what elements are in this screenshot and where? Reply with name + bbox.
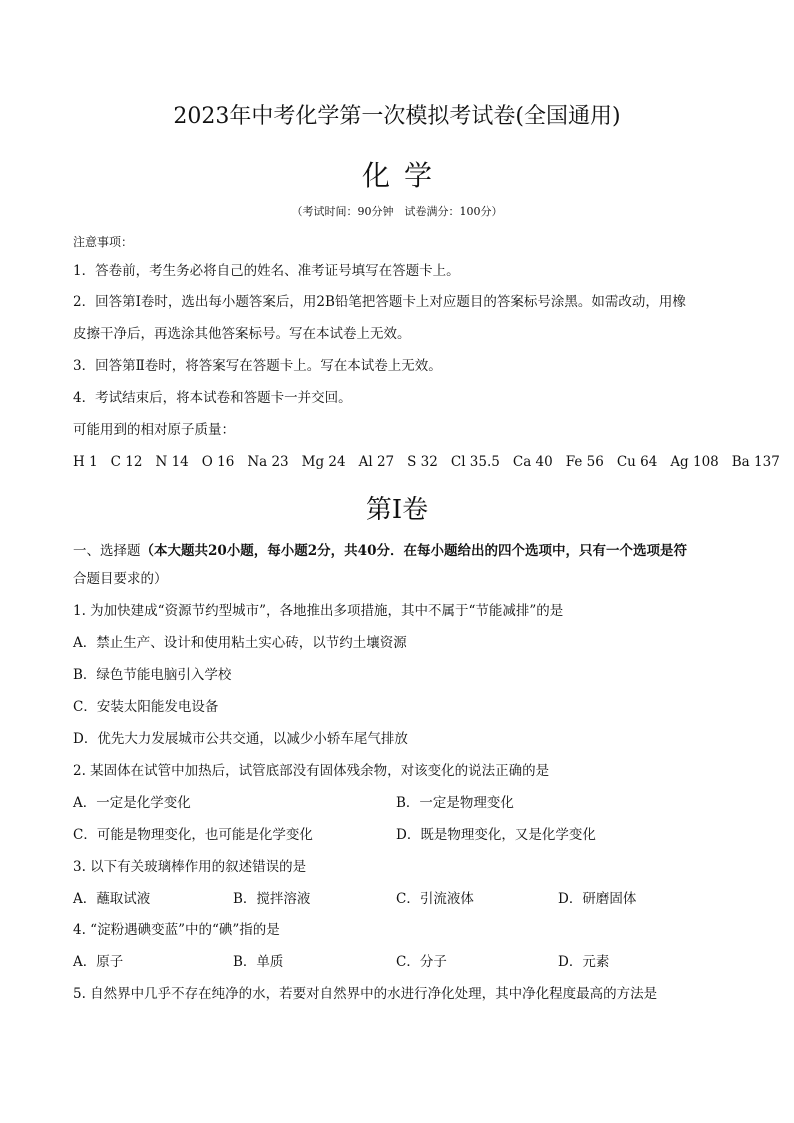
- note-item-3: 3．回答第Ⅱ卷时，将答案写在答题卡上。写在本试卷上无效。: [73, 358, 442, 374]
- atomic-mass-item: C 12: [110, 454, 143, 470]
- question-4-option-b: B．单质: [233, 954, 284, 970]
- note-item-2: 2．回答第Ⅰ卷时，选出每小题答案后，用2B铅笔把答题卡上对应题目的答案标号涂黑。如需改动，用橡: [73, 294, 686, 310]
- question-1-option-a: A．禁止生产、设计和使用粘土实心砖，以节约土壤资源: [73, 635, 407, 651]
- question-3-option-d: D．研磨固体: [558, 891, 637, 907]
- question-3-stem: 3. 以下有关玻璃棒作用的叙述错误的是: [73, 859, 307, 875]
- exam-title: 2023年中考化学第一次模拟考试卷(全国通用): [173, 104, 621, 129]
- section-title: 第Ⅰ卷: [365, 495, 429, 525]
- note-item-1: 1．答卷前，考生务必将自己的姓名、准考证号填写在答题卡上。: [73, 263, 460, 279]
- atomic-mass-list: [73, 453, 793, 471]
- atomic-mass-item: Mg 24: [301, 454, 346, 470]
- part-instructions-lead: 一、选择题: [73, 543, 141, 559]
- part-instructions-emphasis: （本大题共20小题，每小题2分，共40分．在每小题给出的四个选项中，只有一个选项是符: [140, 543, 687, 559]
- question-3-option-c: C．引流液体: [396, 891, 474, 907]
- question-4-option-d: D．元素: [558, 954, 610, 970]
- question-2-option-b: B．一定是物理变化: [396, 795, 514, 811]
- atomic-mass-item: Na 23: [247, 454, 289, 470]
- atomic-mass-item: Cu 64: [616, 454, 658, 470]
- atomic-mass-item: Cl 35.5: [450, 454, 500, 470]
- question-4-stem: 4. “淀粉遇碘变蓝”中的“碘”指的是: [73, 922, 280, 938]
- question-3-option-a: A．蘸取试液: [73, 891, 151, 907]
- question-2-option-c: C．可能是物理变化，也可能是化学变化: [73, 827, 313, 843]
- atomic-mass-item: S 32: [407, 454, 438, 470]
- atomic-mass-item: Ba 137: [731, 454, 780, 470]
- question-1-option-b: B．绿色节能电脑引入学校: [73, 667, 232, 683]
- question-5-stem: 5. 自然界中几乎不存在纯净的水，若要对自然界中的水进行净化处理，其中净化程度最高的方法是: [73, 986, 658, 1002]
- atomic-mass-heading: 可能用到的相对原子质量：: [73, 422, 235, 438]
- part-instructions: [73, 542, 687, 560]
- question-2-option-d: D．既是物理变化，又是化学变化: [396, 827, 596, 843]
- question-1-option-c: C．安装太阳能发电设备: [73, 699, 219, 715]
- question-2-stem: 2. 某固体在试管中加热后，试管底部没有固体残余物，对该变化的说法正确的是: [73, 763, 550, 779]
- atomic-mass-item: Ag 108: [670, 454, 719, 470]
- atomic-mass-item: Al 27: [358, 454, 395, 470]
- question-1-stem: 1. 为加快建成“资源节约型城市”，各地推出多项措施，其中不属于“节能减排”的是: [73, 603, 564, 619]
- question-4-option-c: C．分子: [396, 954, 447, 970]
- note-item-2-cont: 皮擦干净后，再选涂其他答案标号。写在本试卷上无效。: [73, 326, 411, 342]
- question-4-option-a: A．原子: [73, 954, 124, 970]
- question-3-option-b: B．搅拌溶液: [233, 891, 311, 907]
- note-item-4: 4．考试结束后，将本试卷和答题卡一并交回。: [73, 390, 352, 406]
- part-instructions-line1: [73, 543, 687, 559]
- notes-heading: 注意事项：: [73, 235, 134, 249]
- atomic-mass-item: N 14: [155, 454, 189, 470]
- part-instructions-cont: 合题目要求的）: [73, 571, 168, 587]
- atomic-mass-item: O 16: [201, 454, 235, 470]
- subject-title: 化学: [361, 159, 446, 192]
- atomic-mass-item: Ca 40: [512, 454, 553, 470]
- atomic-mass-item: Fe 56: [565, 454, 604, 470]
- atomic-mass-item: H 1: [73, 454, 98, 470]
- question-1-option-d: D．优先大力发展城市公共交通，以减少小轿车尾气排放: [73, 731, 408, 747]
- question-2-option-a: A．一定是化学变化: [73, 795, 191, 811]
- exam-info: （考试时间：90分钟 试卷满分：100分）: [291, 205, 503, 218]
